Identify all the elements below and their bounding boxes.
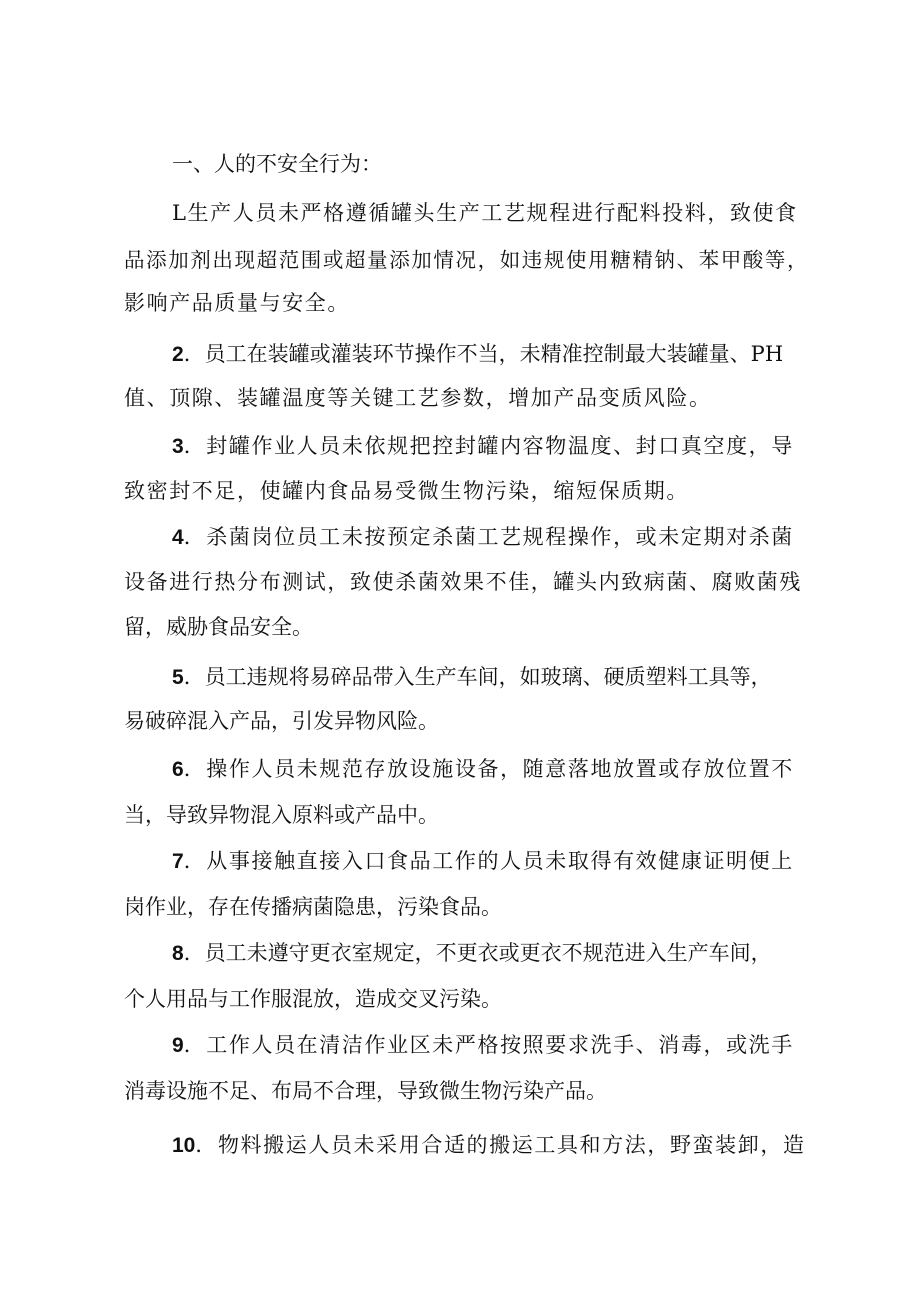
item-number: 6 (172, 758, 184, 781)
item-number: 5 (172, 666, 184, 689)
paragraph-line: 当，导致异物混入原料或产品中。 (124, 803, 439, 827)
paragraph-line: 致密封不足，使罐内食品易受微生物污染，缩短保质期。 (124, 479, 689, 503)
paragraph-line: 品添加剂出现超范围或超量添加情况，如违规使用糖精钠、苯甲酸等， (124, 248, 810, 272)
paragraph-line: 3．封罐作业人员未依规把控封罐内容物温度、封口真空度，导 (172, 434, 794, 458)
paragraph-line: 5．员工违规将易碎品带入生产车间，如玻璃、硬质塑料工具等， (172, 665, 772, 689)
paragraph-line: 留，威胁食品安全。 (124, 615, 313, 639)
item-number: 10 (172, 1134, 196, 1157)
paragraph-line: L生产人员未严格遵循罐头生产工艺规程进行配料投料，致使食 (172, 201, 798, 225)
paragraph-line: 8．员工未遵守更衣室规定，不更衣或更衣不规范进入生产车间， (172, 941, 772, 965)
paragraph-line: 岗作业，存在传播病菌隐患，污染食品。 (124, 895, 502, 919)
paragraph-line: 设备进行热分布测试，致使杀菌效果不佳，罐头内致病菌、腐败菌残 (124, 570, 802, 594)
paragraph-line: 2．员工在装罐或灌装环节操作不当，未精准控制最大装罐量、PH (172, 342, 784, 366)
paragraph-line: 7．从事接触直接入口食品工作的人员未取得有效健康证明便上 (172, 849, 794, 873)
section-heading: 一、人的不安全行为： (172, 152, 382, 176)
paragraph-line: 10．物料搬运人员未采用合适的搬运工具和方法，野蛮装卸，造 (172, 1133, 806, 1157)
paragraph-line: 易破碎混入产品，引发异物风险。 (124, 709, 439, 733)
paragraph-line: 影响产品质量与安全。 (124, 291, 350, 315)
item-number: 7 (172, 850, 184, 873)
item-number: 4 (172, 526, 184, 549)
item-number: 2 (172, 343, 184, 366)
paragraph-line: 个人用品与工作服混放，造成交叉污染。 (124, 987, 502, 1011)
paragraph-line: 消毒设施不足、布局不合理，导致微生物污染产品。 (124, 1079, 607, 1103)
item-number: 3 (172, 435, 184, 458)
paragraph-line: 4．杀菌岗位员工未按预定杀菌工艺规程操作，或未定期对杀菌 (172, 525, 794, 549)
item-number: 9 (172, 1034, 184, 1057)
item-number: 8 (172, 942, 184, 965)
paragraph-line: 6．操作人员未规范存放设施设备，随意落地放置或存放位置不 (172, 757, 794, 781)
paragraph-line: 9．工作人员在清洁作业区未严格按照要求洗手、消毒，或洗手 (172, 1033, 794, 1057)
paragraph-line: 值、顶隙、装罐温度等关键工艺参数，增加产品变质风险。 (124, 386, 712, 410)
